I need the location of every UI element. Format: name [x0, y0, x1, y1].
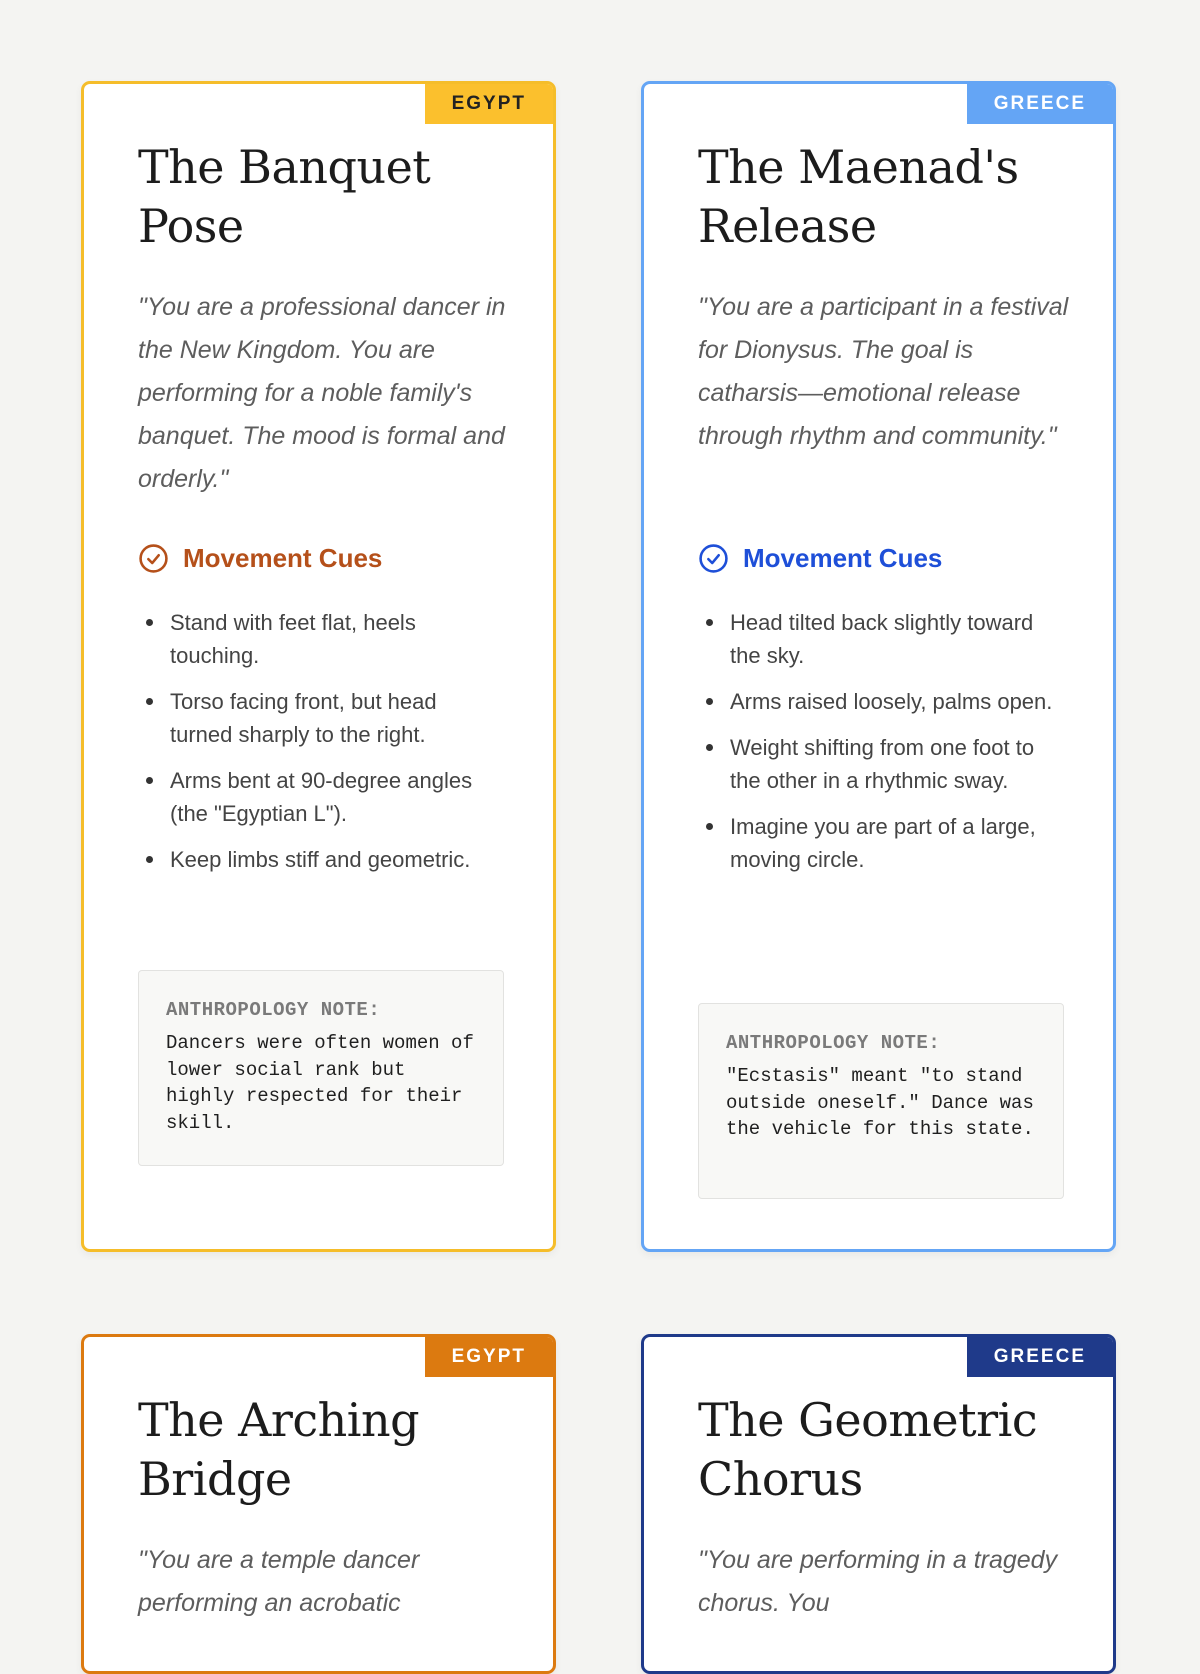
scenario-text: "You are a participant in a festival for Dionysus. The goal is catharsis—emotional release through rhythm and community.": [698, 293, 1069, 450]
note-label: ANTHROPOLOGY NOTE:: [166, 999, 381, 1021]
movement-cues-list: [138, 606, 498, 889]
movement-cues-heading: [138, 541, 382, 575]
check-circle-icon: [698, 543, 729, 574]
region-tag: GREECE: [967, 1337, 1113, 1377]
anthropology-note: [138, 970, 504, 1166]
movement-cues-label: Movement Cues: [743, 542, 943, 573]
card-title: The Geometric Chorus: [698, 1393, 1038, 1506]
card-title: The Arching Bridge: [138, 1393, 420, 1506]
cue-item: Stand with feet flat, heels touching.: [138, 606, 498, 672]
scenario-card-banquet-pose: [81, 81, 556, 1252]
cue-item: Head tilted back slightly toward the sky.: [698, 606, 1058, 672]
movement-cues-label: Movement Cues: [183, 542, 383, 573]
scenario-card-maenads-release: [641, 81, 1116, 1252]
check-circle-icon: [138, 543, 169, 574]
cue-item: Torso facing front, but head turned sharply to the right.: [138, 685, 498, 751]
movement-cues-list: [698, 606, 1058, 889]
cue-item: Weight shifting from one foot to the other in a rhythmic sway.: [698, 731, 1058, 797]
region-tag: EGYPT: [425, 84, 553, 124]
note-text: "Ecstasis" meant "to stand outside oneself." Dance was the vehicle for this state.: [726, 1065, 1034, 1140]
cue-item: Keep limbs stiff and geometric.: [138, 843, 498, 876]
movement-cues-heading: [698, 541, 942, 575]
note-label: ANTHROPOLOGY NOTE:: [726, 1032, 941, 1054]
cue-item: Arms bent at 90-degree angles (the "Egyptian L").: [138, 764, 498, 830]
region-tag: GREECE: [967, 84, 1113, 124]
cue-item: Arms raised loosely, palms open.: [698, 685, 1058, 718]
scenario-card-geometric-chorus: [641, 1334, 1116, 1674]
region-tag: EGYPT: [425, 1337, 553, 1377]
cue-item: Imagine you are part of a large, moving circle.: [698, 810, 1058, 876]
note-text: Dancers were often women of lower social rank but highly respected for their skill.: [166, 1032, 474, 1134]
card-title: The Maenad's Release: [698, 140, 1019, 253]
scenario-text: "You are a professional dancer in the New Kingdom. You are performing for a noble family's banquet. The mood is formal and orderly.": [138, 293, 506, 493]
scenario-card-arching-bridge: [81, 1334, 556, 1674]
scenario-text: "You are a temple dancer performing an acrobatic: [138, 1546, 420, 1617]
scenario-text: "You are performing in a tragedy chorus. You: [698, 1546, 1058, 1617]
card-title: The Banquet Pose: [138, 140, 431, 253]
anthropology-note: [698, 1003, 1064, 1199]
